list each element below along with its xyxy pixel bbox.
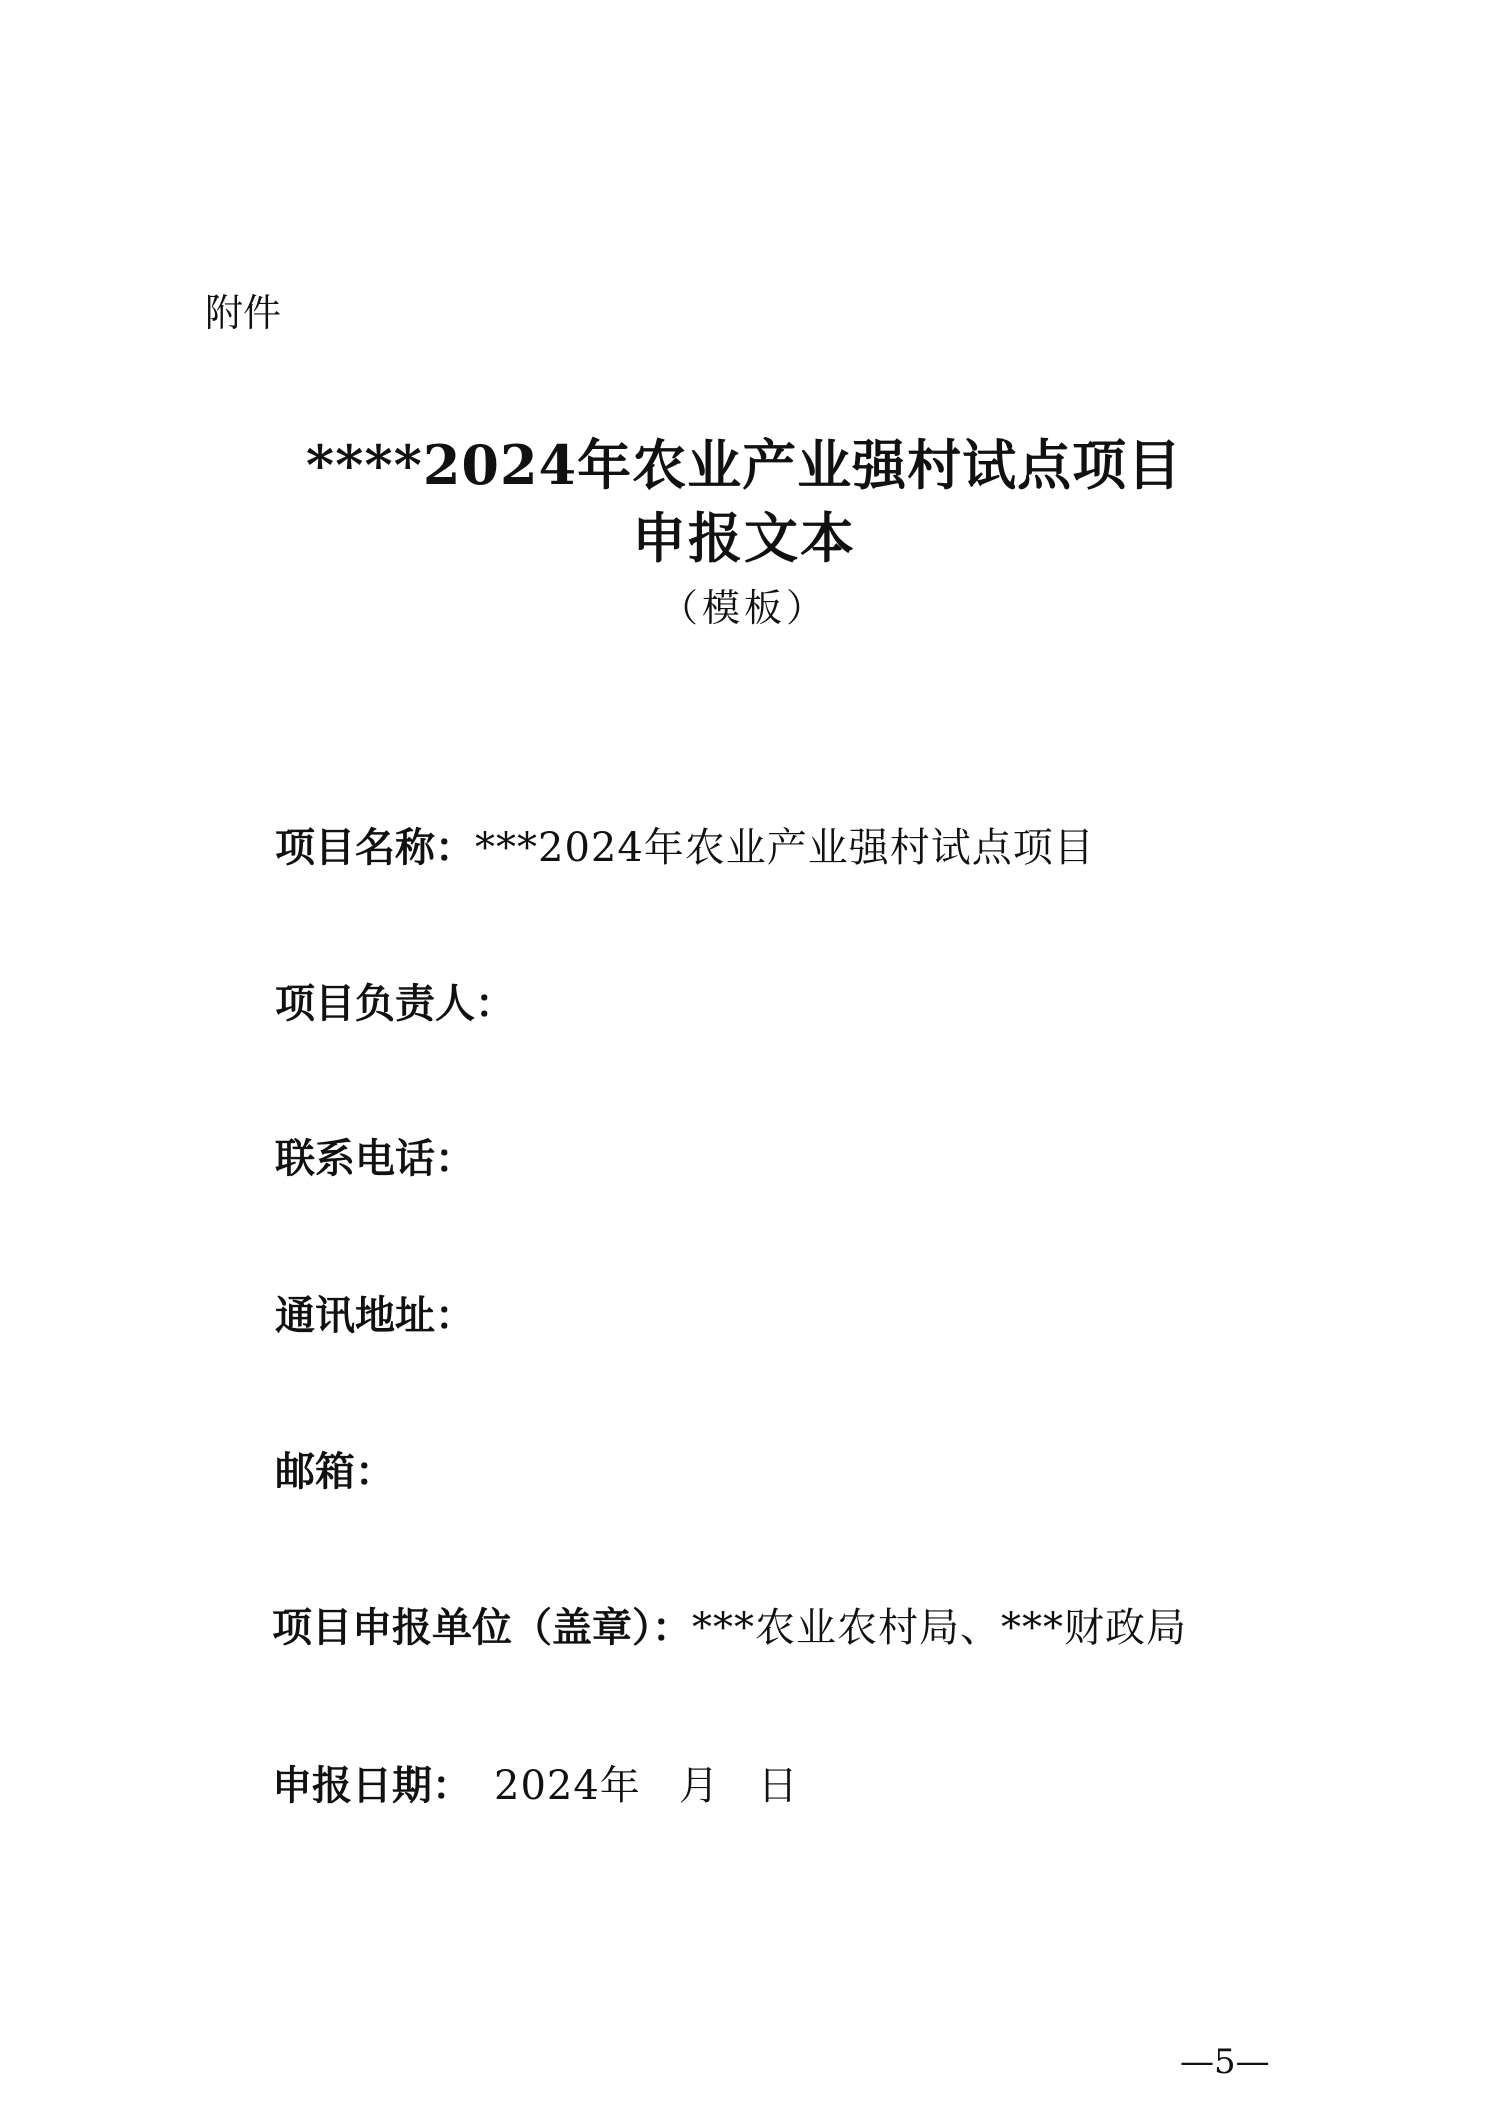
application-date-day: 日 [757,1763,799,1809]
application-date-label: 申报日期： [272,1763,472,1809]
project-leader-label: 项目负责人： [275,981,515,1027]
email-label: 邮箱： [275,1449,395,1495]
document-subtitle: （模板） [659,586,828,630]
applicant-unit-value: ***农业农村局、***财政局 [692,1605,1187,1651]
applicant-unit-field [272,1602,1187,1654]
project-name-label: 项目名称： [275,825,475,871]
project-name-field [275,822,1095,874]
application-date-month: 月 [678,1763,720,1809]
document-title-line1: ****2024年农业产业强村试点项目 [305,433,1183,497]
contact-phone-field [275,1133,475,1185]
project-leader-field [275,978,515,1030]
contact-phone-label: 联系电话： [275,1136,475,1182]
mailing-address-label: 通讯地址： [275,1293,475,1339]
attachment-label: 附件 [205,291,282,335]
application-date-field [272,1760,799,1812]
application-date-year: 2024年 [494,1763,641,1809]
mailing-address-field [275,1290,475,1342]
document-title-line2: 申报文本 [632,506,856,570]
applicant-unit-label: 项目申报单位（盖章）： [272,1605,692,1651]
page-number: —5— [1180,2042,1270,2082]
project-name-value: ***2024年农业产业强村试点项目 [475,825,1095,871]
email-field [275,1446,395,1498]
